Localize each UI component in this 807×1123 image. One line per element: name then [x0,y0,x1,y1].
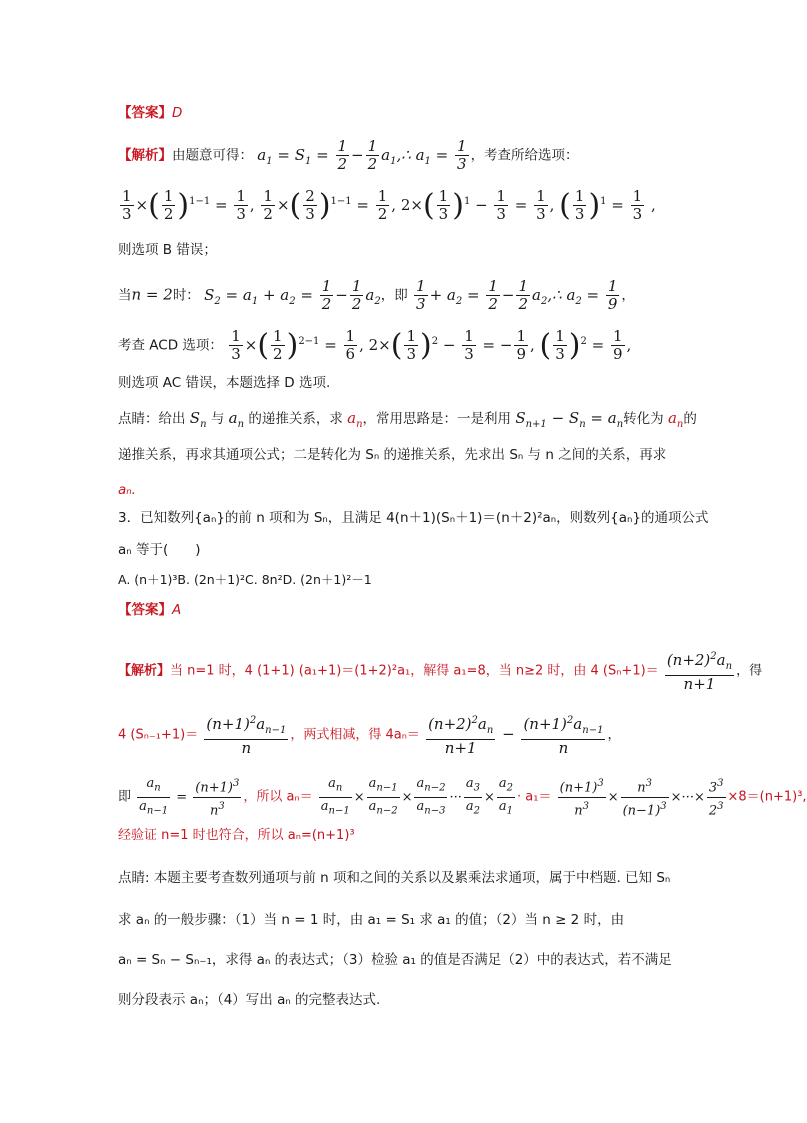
options-eval-line [118,188,656,223]
analysis3-l3b: ，所以 aₙ＝ [243,789,313,805]
n2-cond: n = 2 [131,285,173,304]
a2-formula: $\frac{1}{3}$ + $a_2$ = $\frac{1}{2}$ − $\frac{1}{2}$ $a_2,\therefore$ $a_2$ = $\frac{1}{9}$ [416,277,618,313]
question3-line2-text: aₙ 等于( ) [118,542,201,558]
answer-line-3 [118,600,181,620]
analysis3-l3d: ×8＝(n+1)³, [727,789,807,805]
acd-eval-formula: $\frac{1}{3}$ ×( $\frac{1}{2}$ )$^{2-1}$ = $\frac{1}{6}$ , 2×( $\frac{1}{3}$ )$^2$ − $\frac{1}{3}$ = − $\frac{1}{9}$ , ( $\frac{1}{3}$ )$^2$ = $\frac{1}{9}$ , [231,327,632,363]
analysis3-frac3: $\frac{(n+2)^2a_n}{n+1}$ − $\frac{(n+1)^2a_{n-1}}{n}$ [424,725,607,743]
tip3-line-2 [118,910,624,930]
conclusion-line [118,373,330,393]
analysis3-line-2 [118,712,620,757]
tip3-line-4 [118,990,380,1010]
n2-prefix: 当 [118,287,132,304]
analysis-tail: ，考查所给选项： [470,147,579,164]
check-acd-text: 考查 ACD 选项： [118,337,223,354]
tip1-an-red: $a_n$ [347,409,363,430]
tip1-an-red-2: $a_n$ [667,409,684,430]
n2-mid: 时： [172,287,200,304]
question3-line-1 [118,508,709,528]
ie-text: ，即 [380,287,408,304]
analysis3-line-4 [118,826,355,846]
tip1-c: 的递推关系，求 [248,411,343,427]
analysis3-l1b: ，得 [736,663,763,679]
tip1-line-1 [118,408,697,435]
tip3-line-1 [118,868,670,888]
analysis3-l2b: ，两式相减，得 4aₙ＝ [290,727,420,743]
analysis-label: 【解析】 [118,147,172,164]
question3-line1-text: 3．已知数列{aₙ}的前 n 项和为 Sₙ，且满足 4(n＋1)(Sₙ＋1)＝(n＋2)²aₙ，则数列{aₙ}的通项公式 [118,510,709,526]
question3-options [118,570,372,590]
tip1-line3-text: aₙ. [118,482,136,498]
tip1-sn: $S_n$ [189,409,207,430]
analysis3-ratio: $\frac{a_n}{a_{n-1}}$ = $\frac{(n+1)^3}{n^3}$ [139,776,240,818]
tip1-line-2 [118,445,666,465]
tip1-f: 的 [683,411,697,427]
tip3-line2-text: 求 aₙ 的一般步骤：（1）当 n = 1 时，由 a₁ = S₁ 求 a₁ 的值；（2）当 n ≥ 2 时，由 [118,912,625,928]
answer-bracket: 【答案】 [118,105,172,121]
s2-formula: $S_2 = a_1 + a_2$ = $\frac{1}{2}$ − $\frac{1}{2}$ $a_2$ [204,277,381,313]
analysis3-l3a: 即 [118,789,132,805]
tip3-line1-text: 点睛: 本题主要考查数列通项与前 n 项和之间的关系以及累乘法求通项，属于中档题. 已知 Sₙ [118,870,671,886]
tip1-diff: $S_{n+1} - S_n = a_n$ [515,409,624,430]
wrong-b-line [118,240,217,260]
answer3-bracket: 【答案】 [118,602,172,618]
answer3-value: A [172,602,182,618]
analysis3-product: $\frac{a_n}{a_{n-1}}$ × $\frac{a_{n-1}}{a_{n-2}}$ × $\frac{a_{n-2}}{a_{n-3}}$ ··· $\frac{a_3}{a_2}$ × $\frac{a_2}{a_1}$ [320,776,514,817]
tip3-line4-text: 则分段表示 aₙ；（4）写出 aₙ 的完整表达式. [118,992,381,1008]
analysis3-frac1: $\frac{(n+2)^2a_n}{n+1}$ [663,661,736,679]
options-eval-formula: $\frac{1}{3}$ ×( $\frac{1}{2}$ )$^{1-1}$ = $\frac{1}{3}$ , $\frac{1}{2}$ ×( $\frac{2}{3}$ )$^{1-1}$ = $\frac{1}{2}$ , 2×( $\frac{1}{3}$ )$^1$ − $\frac{1}{3}$ = $\frac{1}{3}$ , ( $\frac{1}{3}$ )$^1$ = $\frac{1}{3}$ , [122,187,656,223]
tip1-b: 与 [210,411,225,427]
analysis3-line-3 [118,775,807,819]
analysis3-frac2: $\frac{(n+1)^2a_{n-1}}{n}$ [202,725,290,743]
answer-value: D [172,105,183,121]
tip3-line-3 [118,950,672,970]
comma: ， [621,287,635,304]
analysis3-label: 【解析】 [118,663,171,679]
question3-line-2 [118,540,200,560]
wrong-b-text: 则选项 B 错误； [118,242,217,258]
analysis3-l2a: 4 (Sₙ₋₁+1)＝ [118,727,199,743]
answer-line-1 [118,103,182,123]
conclusion-text: 则选项 AC 错误，本题选择 D 选项. [118,375,331,391]
formula-a1: $a_1 = S_1$ = $\frac{1}{2}$ − $\frac{1}{2}$ $a_1,\therefore$ $a_1$ = $\frac{1}{3}$ [257,137,467,173]
tip1-an: $a_n$ [228,409,245,430]
tip1-line2-text: 递推关系，再求其通项公式；二是转化为 Sₙ 的递推关系，先求出 Sₙ 与 n 之间的关系，再求 [118,447,667,463]
analysis3-l4-text: 经验证 n=1 时也符合，所以 aₙ=(n+1)³ [118,828,355,843]
tip1-a: 点睛：给出 [118,411,186,427]
tip3-line3-text: aₙ = Sₙ − Sₙ₋₁，求得 aₙ 的表达式；（3）检验 a₁ 的值是否满足（2）中的表达式，若不满足 [118,952,672,968]
analysis3-l1a: 当 n=1 时，4 (1+1) (a₁+1)＝(1+2)²a₁，解得 a₁=8，当 n≥2 时，由 4 (Sₙ+1)＝ [170,663,659,679]
question3-options-text: A. (n＋1)³B. (2n＋1)²C. 8n²D. (2n＋1)²－1 [118,572,372,587]
analysis3-product2: $\frac{(n+1)^3}{n^3}$ × $\frac{n^3}{(n-1)^3}$ ×···× $\frac{3^3}{2^3}$ [556,790,728,805]
analysis3-l3c: · a₁＝ [517,789,552,805]
tip1-e: 转化为 [623,411,664,427]
n2-line [118,278,635,313]
analysis3-l2c: ， [607,727,621,743]
analysis-line-1 [118,138,579,173]
acd-line [118,328,631,363]
tip1-d: ，常用思路是：一是利用 [362,411,512,427]
tip1-line-3 [118,480,136,500]
analysis3-line-1 [118,648,762,693]
analysis-intro: 由题意可得： [172,147,253,164]
